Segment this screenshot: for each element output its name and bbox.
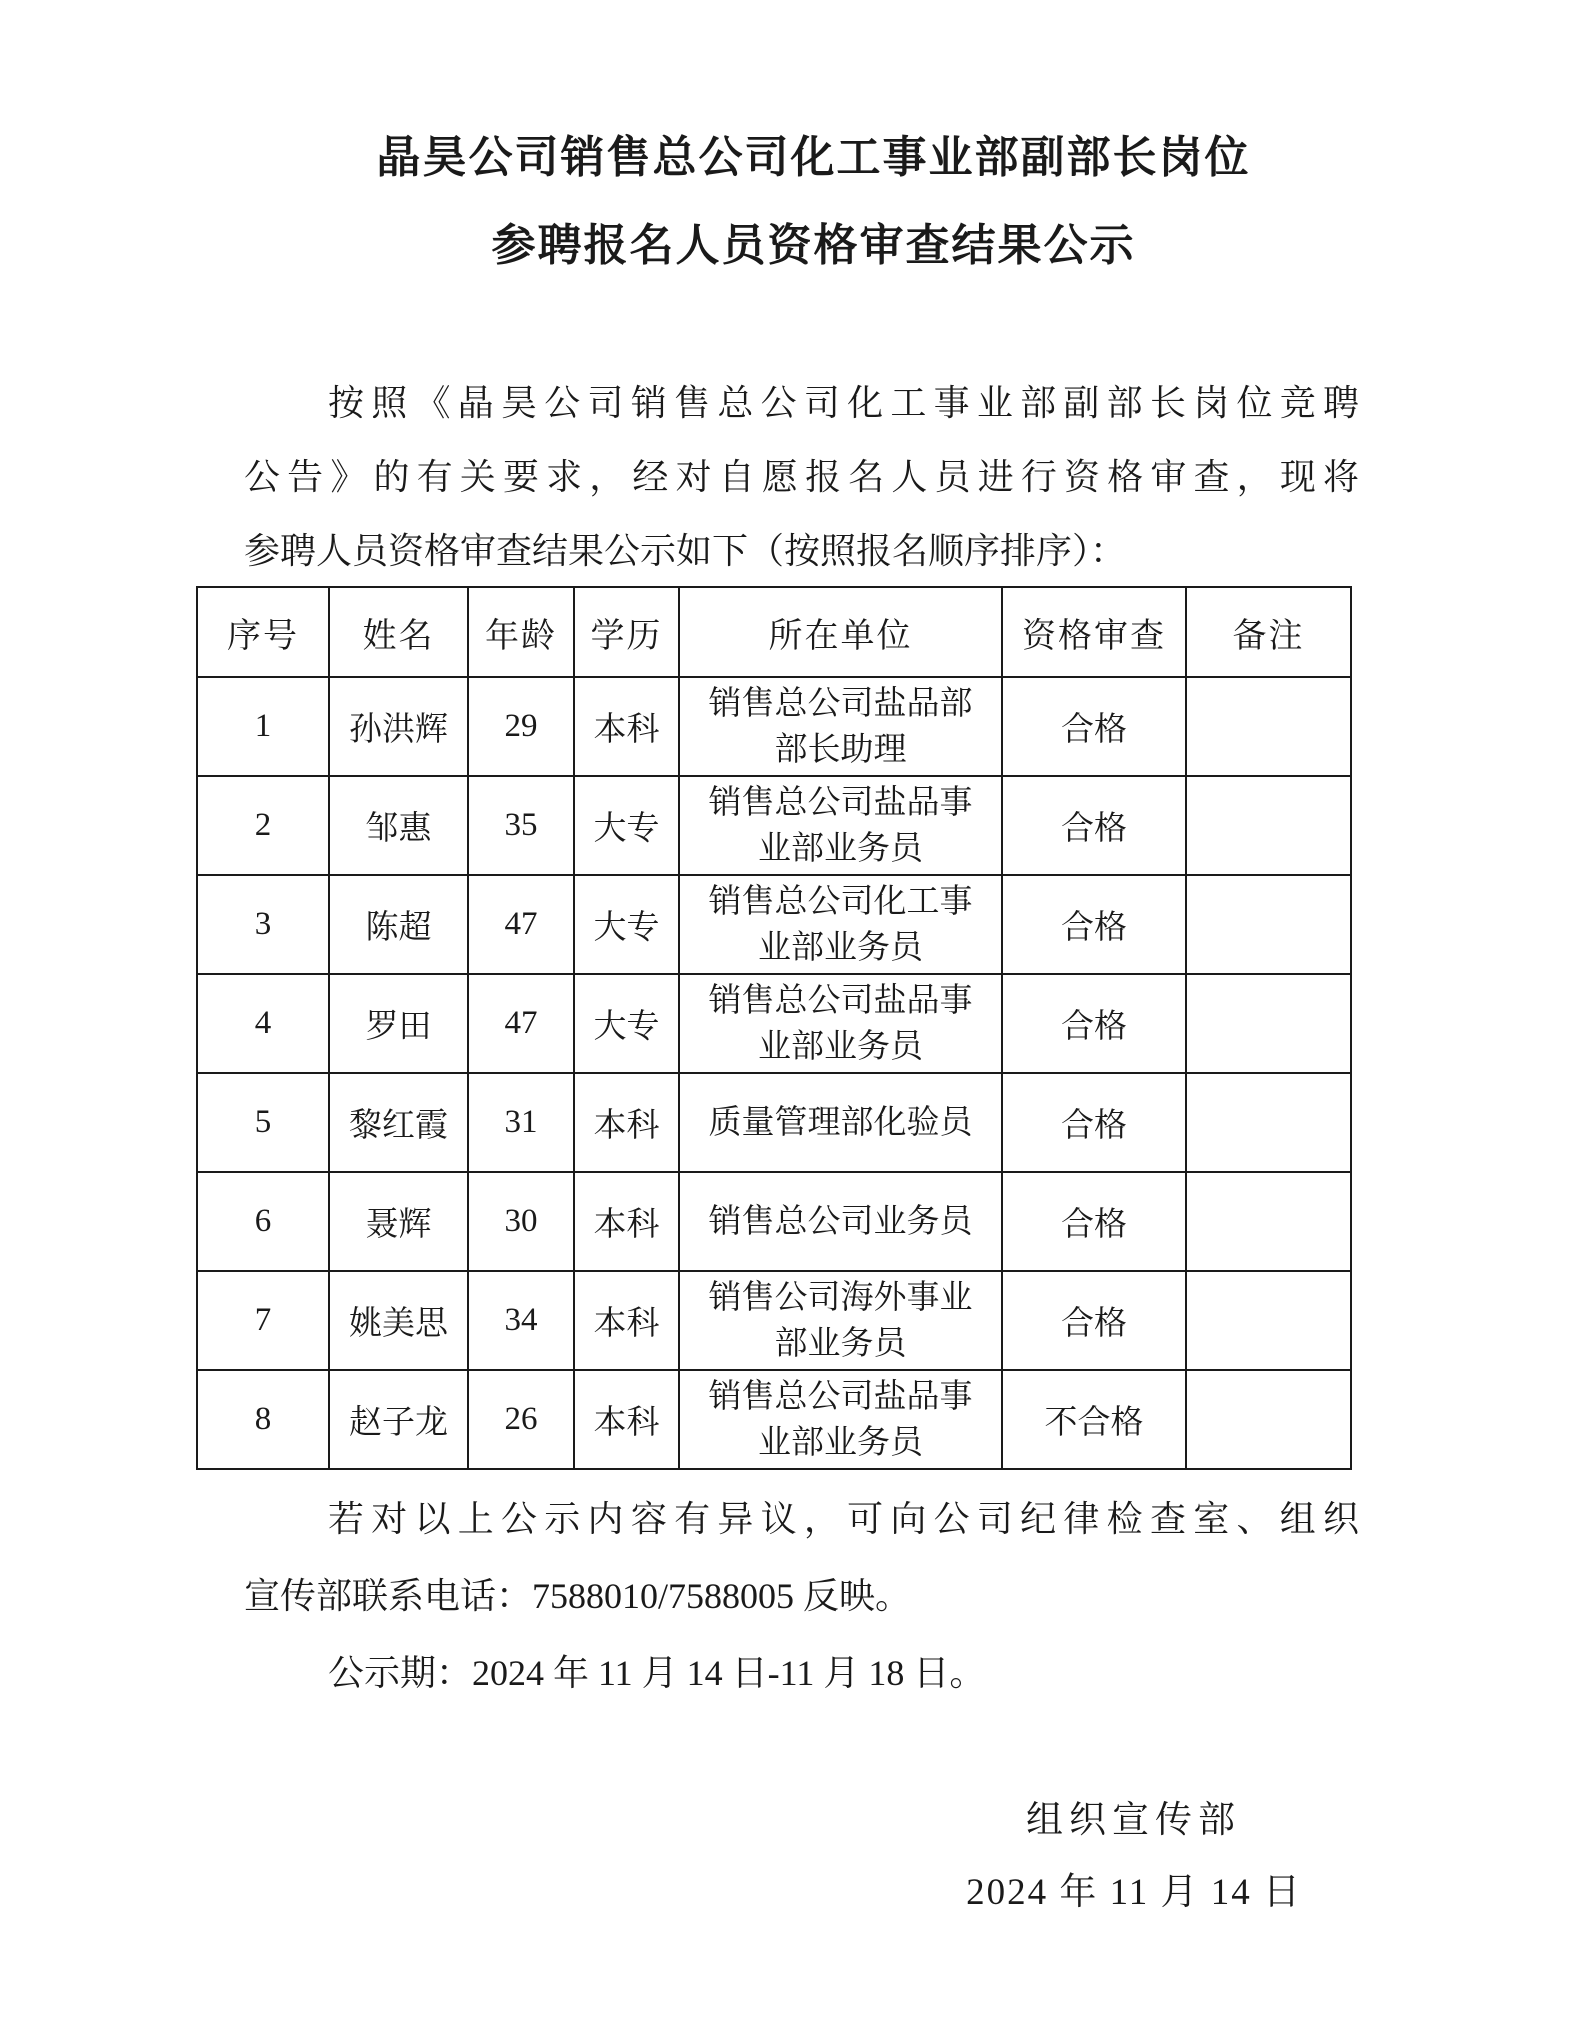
cell-serial-number: 4 [197, 974, 329, 1073]
cell-review-result: 合格 [1002, 974, 1186, 1073]
cell-name: 赵子龙 [329, 1370, 468, 1469]
cell-unit [679, 776, 1002, 875]
table-row [197, 974, 1351, 1073]
cell-name: 邹惠 [329, 776, 468, 875]
cell-review-result: 合格 [1002, 677, 1186, 776]
cell-serial-number: 5 [197, 1073, 329, 1172]
cell-unit [679, 1073, 1002, 1172]
cell-unit [679, 1370, 1002, 1469]
cell-remark [1186, 1073, 1351, 1172]
cell-name: 姚美思 [329, 1271, 468, 1370]
table-header-row [197, 587, 1351, 677]
table-row [197, 1271, 1351, 1370]
header-unit: 所在单位 [679, 587, 1002, 677]
cell-review-result: 合格 [1002, 1172, 1186, 1271]
header-education: 学历 [574, 587, 679, 677]
notes-line2: 宣传部联系电话：7588010/7588005 反映。 [244, 1576, 912, 1616]
table-row [197, 1172, 1351, 1271]
cell-remark [1186, 1370, 1351, 1469]
cell-remark [1186, 1271, 1351, 1370]
cell-age: 29 [468, 677, 574, 776]
cell-education: 大专 [574, 875, 679, 974]
cell-unit-text: 销售总公司盐品事业部业务员 [708, 1378, 973, 1461]
table-body [197, 677, 1351, 1469]
cell-serial-number: 2 [197, 776, 329, 875]
cell-age: 30 [468, 1172, 574, 1271]
notes-paragraph [244, 1481, 1359, 1712]
cell-remark [1186, 776, 1351, 875]
header-name: 姓名 [329, 587, 468, 677]
table-row [197, 677, 1351, 776]
cell-unit-text: 销售总公司业务员 [708, 1203, 973, 1240]
intro-line2: 公告》的有关要求，经对自愿报名人员进行资格审查，现将 [244, 457, 1359, 497]
cell-education: 本科 [574, 1172, 679, 1271]
cell-education: 大专 [574, 974, 679, 1073]
cell-serial-number: 7 [197, 1271, 329, 1370]
notes-line3: 公示期：2024 年 11 月 14 日-11 月 18 日。 [328, 1653, 986, 1693]
header-age: 年龄 [468, 587, 574, 677]
cell-unit-text: 销售公司海外事业部业务员 [708, 1279, 973, 1362]
document-title-line2: 参聘报名人员资格审查结果公示 [491, 221, 1136, 270]
cell-education: 本科 [574, 1271, 679, 1370]
table-row [197, 1073, 1351, 1172]
notes-line1: 若对以上公示内容有异议，可向公司纪律检查室、组织 [328, 1499, 1359, 1539]
cell-age: 26 [468, 1370, 574, 1469]
qualification-table-wrapper [196, 586, 1352, 1470]
cell-remark [1186, 974, 1351, 1073]
cell-name: 陈超 [329, 875, 468, 974]
table-row [197, 1370, 1351, 1469]
cell-unit-text: 销售总公司化工事业部业务员 [708, 883, 973, 966]
cell-age: 35 [468, 776, 574, 875]
table-row [197, 776, 1351, 875]
cell-age: 34 [468, 1271, 574, 1370]
qualification-review-table [196, 586, 1352, 1470]
cell-remark [1186, 677, 1351, 776]
cell-remark [1186, 875, 1351, 974]
cell-review-result: 不合格 [1002, 1370, 1186, 1469]
cell-serial-number: 8 [197, 1370, 329, 1469]
cell-age: 47 [468, 974, 574, 1073]
cell-age: 47 [468, 875, 574, 974]
cell-review-result: 合格 [1002, 1271, 1186, 1370]
cell-unit-text: 销售总公司盐品事业部业务员 [708, 784, 973, 867]
intro-line3: 参聘人员资格审查结果公示如下（按照报名顺序排序）： [244, 531, 1127, 571]
header-review-result: 资格审查 [1002, 587, 1186, 677]
cell-review-result: 合格 [1002, 776, 1186, 875]
cell-review-result: 合格 [1002, 875, 1186, 974]
header-serial-number: 序号 [197, 587, 329, 677]
cell-education: 本科 [574, 1370, 679, 1469]
cell-serial-number: 6 [197, 1172, 329, 1271]
cell-name: 罗田 [329, 974, 468, 1073]
cell-unit [679, 974, 1002, 1073]
intro-line1: 按照《晶昊公司销售总公司化工事业部副部长岗位竞聘 [328, 383, 1359, 423]
cell-unit [679, 1172, 1002, 1271]
signature-department: 组织宣传部 [1026, 1800, 1241, 1841]
cell-education: 本科 [574, 677, 679, 776]
cell-unit-text: 销售总公司盐品事业部业务员 [708, 982, 973, 1065]
table-row [197, 875, 1351, 974]
cell-unit [679, 677, 1002, 776]
intro-paragraph [244, 366, 1359, 588]
signature-date: 2024 年 11 月 14 日 [966, 1872, 1302, 1913]
cell-unit-text: 销售总公司盐品部部长助理 [708, 685, 973, 768]
cell-unit [679, 875, 1002, 974]
cell-unit-text: 质量管理部化验员 [708, 1104, 973, 1141]
document-title-line1: 晶昊公司销售总公司化工事业部副部长岗位 [376, 133, 1251, 182]
cell-education: 本科 [574, 1073, 679, 1172]
cell-unit [679, 1271, 1002, 1370]
cell-remark [1186, 1172, 1351, 1271]
cell-age: 31 [468, 1073, 574, 1172]
cell-name: 孙洪辉 [329, 677, 468, 776]
cell-review-result: 合格 [1002, 1073, 1186, 1172]
cell-education: 大专 [574, 776, 679, 875]
cell-serial-number: 3 [197, 875, 329, 974]
cell-serial-number: 1 [197, 677, 329, 776]
cell-name: 黎红霞 [329, 1073, 468, 1172]
cell-name: 聂辉 [329, 1172, 468, 1271]
header-remark: 备注 [1186, 587, 1351, 677]
